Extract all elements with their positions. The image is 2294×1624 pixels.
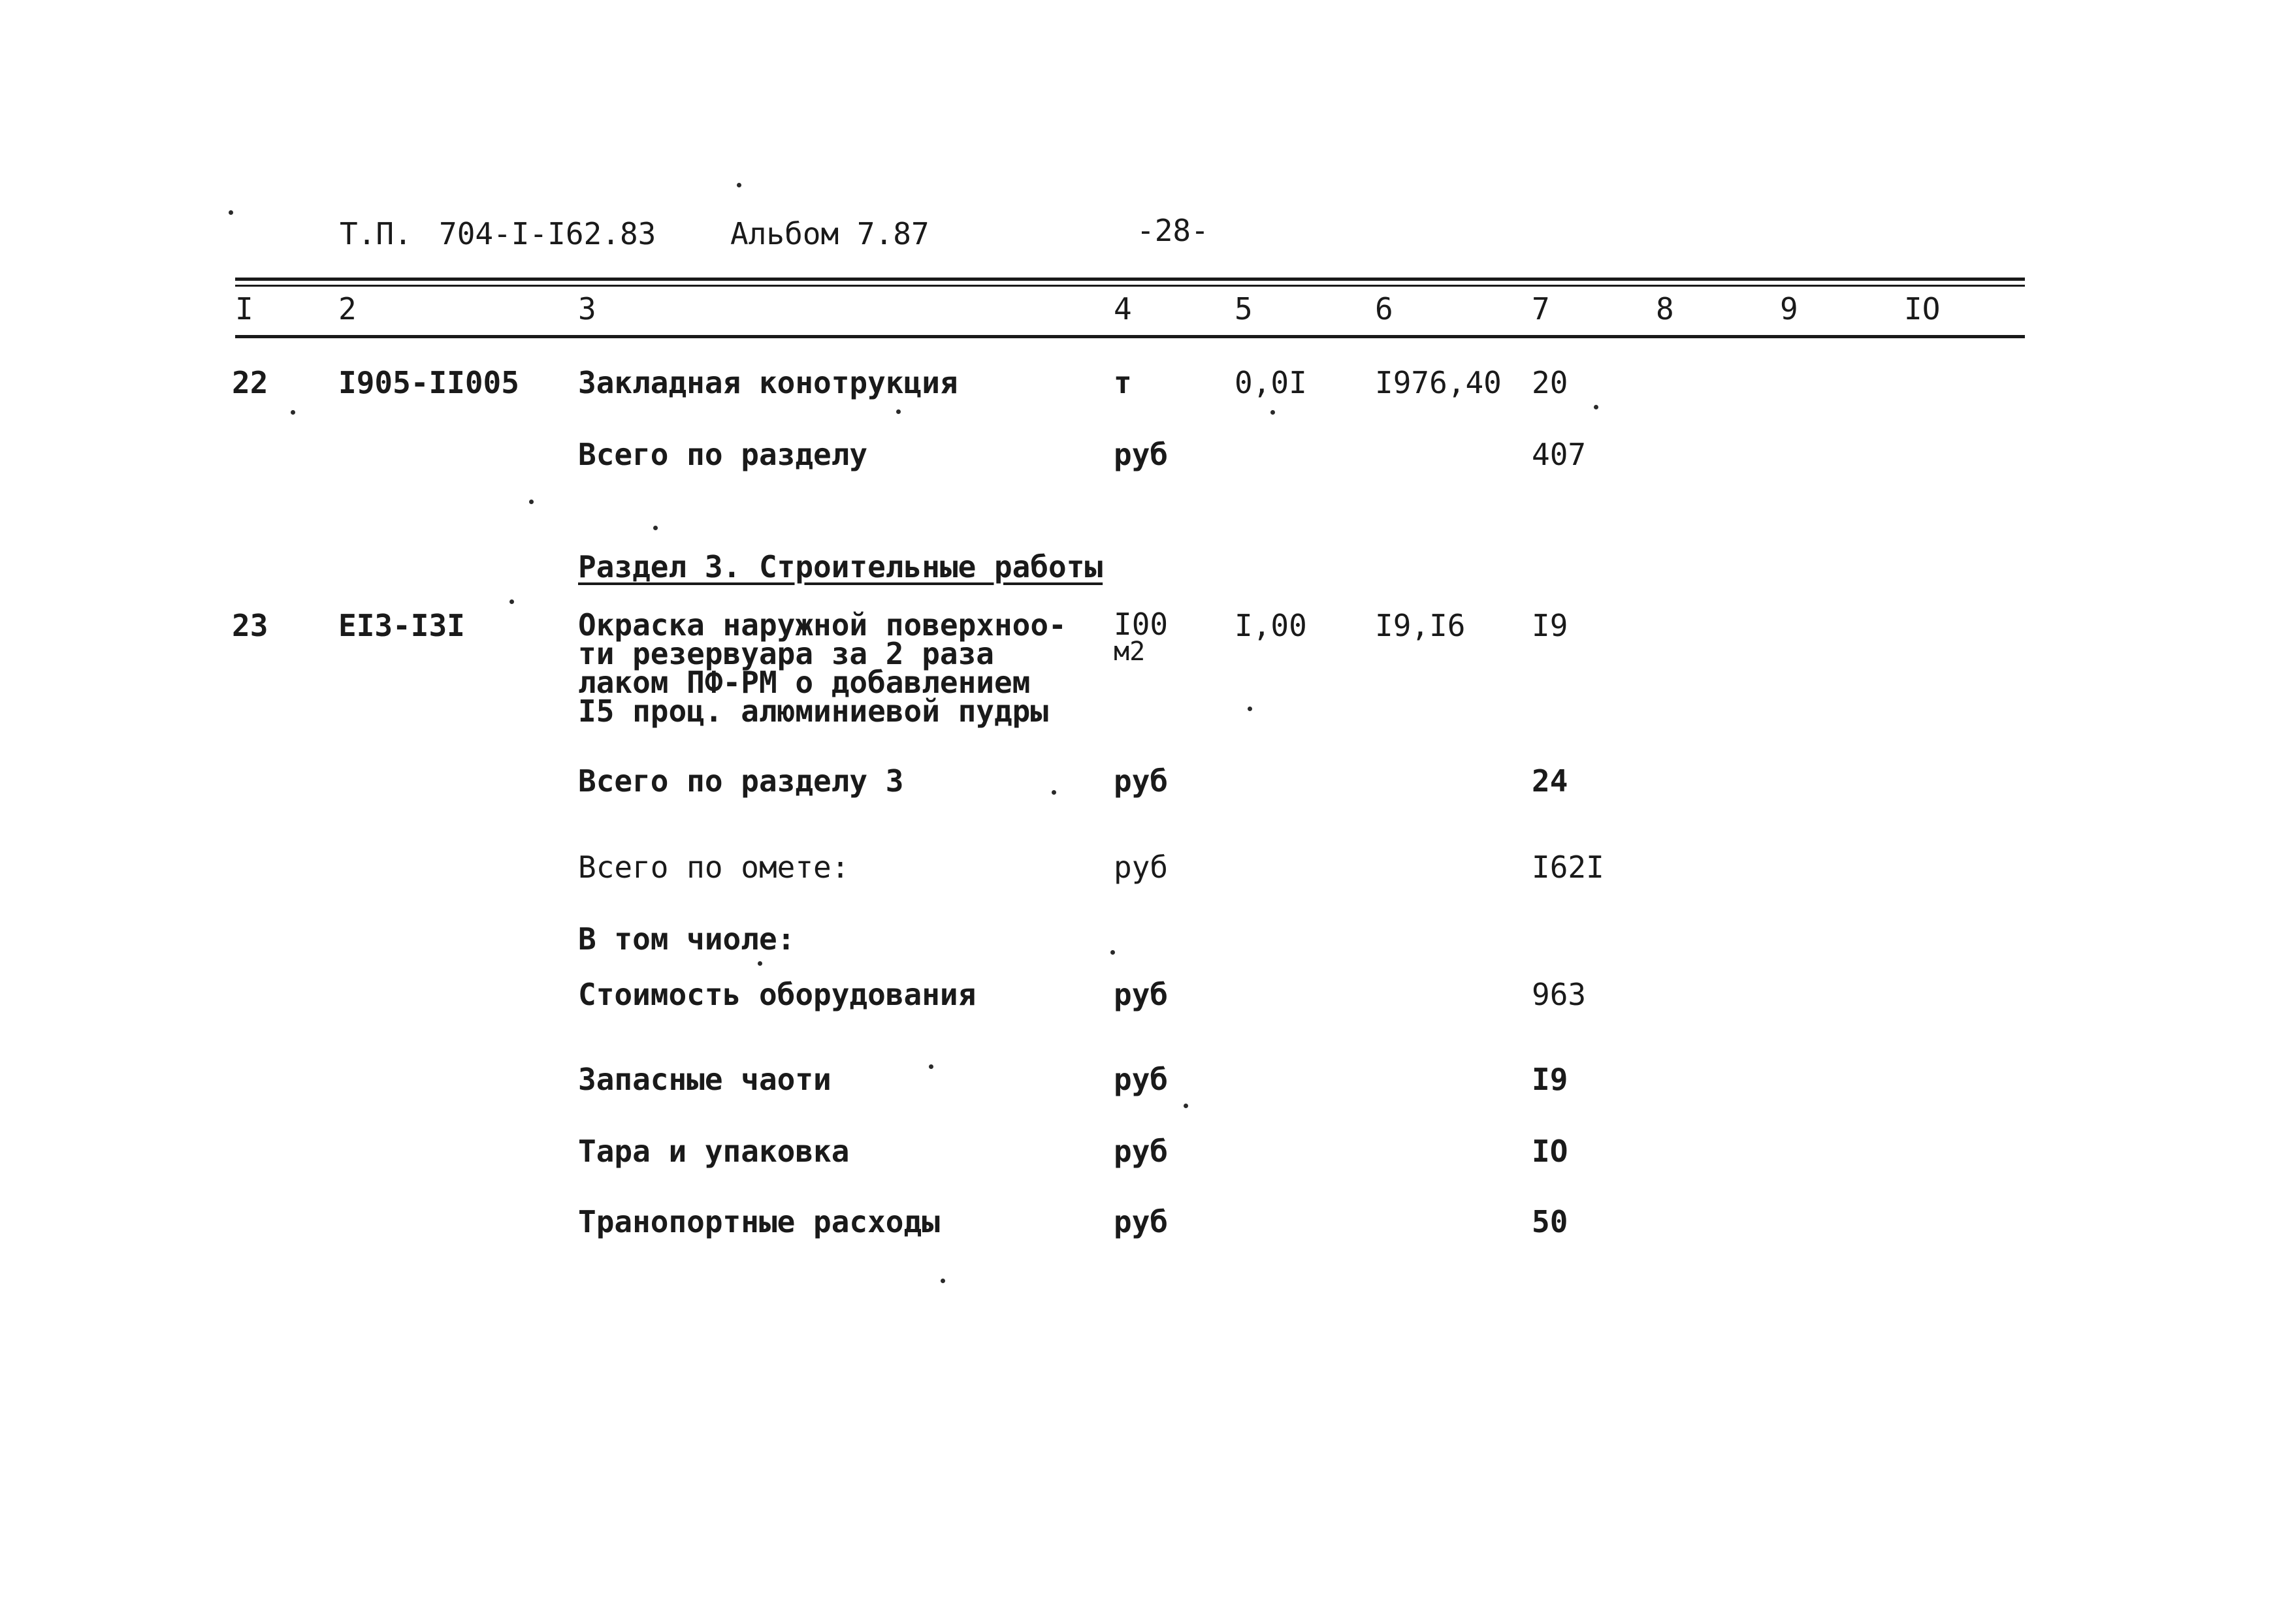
page-number: -28- (1137, 213, 1209, 248)
album-label: Альбом 7.87 (730, 216, 929, 251)
row-quantity: 0,0I (1235, 365, 1307, 400)
breakdown-unit: руб (1114, 977, 1169, 1012)
column-header: I (235, 291, 253, 326)
breakdown-label: Стоимость оборудования (578, 977, 977, 1012)
column-header: 8 (1656, 291, 1674, 326)
row-code: ЕI3-I3I (338, 608, 465, 643)
row-unit-multiline (1114, 607, 1169, 667)
estimate-total-unit: руб (1114, 850, 1169, 885)
column-header: 5 (1235, 291, 1253, 326)
row-name-line: ти резервуара за 2 раза (578, 636, 994, 671)
section-total-label: Всего по разделу (578, 437, 868, 472)
section-title: Раздел 3. Строительные работы (578, 549, 1103, 584)
row-name: Закладная конотрукция (578, 365, 958, 400)
doc-code: 704-I-I62.83 (439, 216, 656, 251)
row-total: 20 (1532, 365, 1568, 400)
column-header: 4 (1114, 291, 1132, 326)
column-header: 3 (578, 291, 596, 326)
column-header: 6 (1375, 291, 1393, 326)
row-number: 23 (232, 608, 268, 643)
row-name-line: I5 проц. алюминиевой пудры (578, 693, 1049, 729)
row-unit: т (1114, 365, 1132, 400)
section-total-label: Всего по разделу 3 (578, 763, 904, 799)
column-header: 7 (1532, 291, 1550, 326)
row-price: I9,I6 (1375, 608, 1466, 643)
row-name-line: Окраска наружной поверхноо- (578, 607, 1067, 643)
breakdown-value: 50 (1532, 1204, 1568, 1239)
estimate-total-label: Всего по омете: (578, 850, 850, 885)
section-total-value: 24 (1532, 763, 1568, 799)
row-unit-line: м2 (1114, 637, 1146, 667)
row-name-multiline (578, 607, 1067, 729)
row-name-line: лаком ПФ-РМ о добавлением (578, 665, 1031, 700)
including-label: В том чиоле: (578, 921, 796, 957)
breakdown-unit: руб (1114, 1134, 1169, 1169)
doc-type: Т.П. (340, 216, 412, 251)
breakdown-unit: руб (1114, 1204, 1169, 1239)
breakdown-value: IO (1532, 1134, 1568, 1169)
row-code: I905-II005 (338, 365, 519, 400)
breakdown-label: Транопортные расходы (578, 1204, 940, 1239)
breakdown-unit: руб (1114, 1062, 1169, 1097)
breakdown-label: Запасные чаоти (578, 1062, 832, 1097)
row-number: 22 (232, 365, 268, 400)
row-total: I9 (1532, 608, 1568, 643)
section-total-value: 407 (1532, 437, 1587, 472)
table-top-rule-2 (235, 285, 2025, 287)
estimate-total-value: I62I (1532, 850, 1604, 885)
column-header: 2 (338, 291, 357, 326)
table-header-rule (235, 335, 2025, 338)
breakdown-value: I9 (1532, 1062, 1568, 1097)
breakdown-label: Тара и упаковка (578, 1134, 850, 1169)
breakdown-value: 963 (1532, 977, 1587, 1012)
section-total-unit: руб (1114, 763, 1169, 799)
table-top-rule (235, 278, 2025, 281)
row-price: I976,40 (1375, 365, 1502, 400)
column-header: 9 (1780, 291, 1798, 326)
section-total-unit: руб (1114, 437, 1169, 472)
column-header: IO (1904, 291, 1941, 326)
row-quantity: I,00 (1235, 608, 1307, 643)
row-unit-line: I00 (1114, 607, 1169, 642)
